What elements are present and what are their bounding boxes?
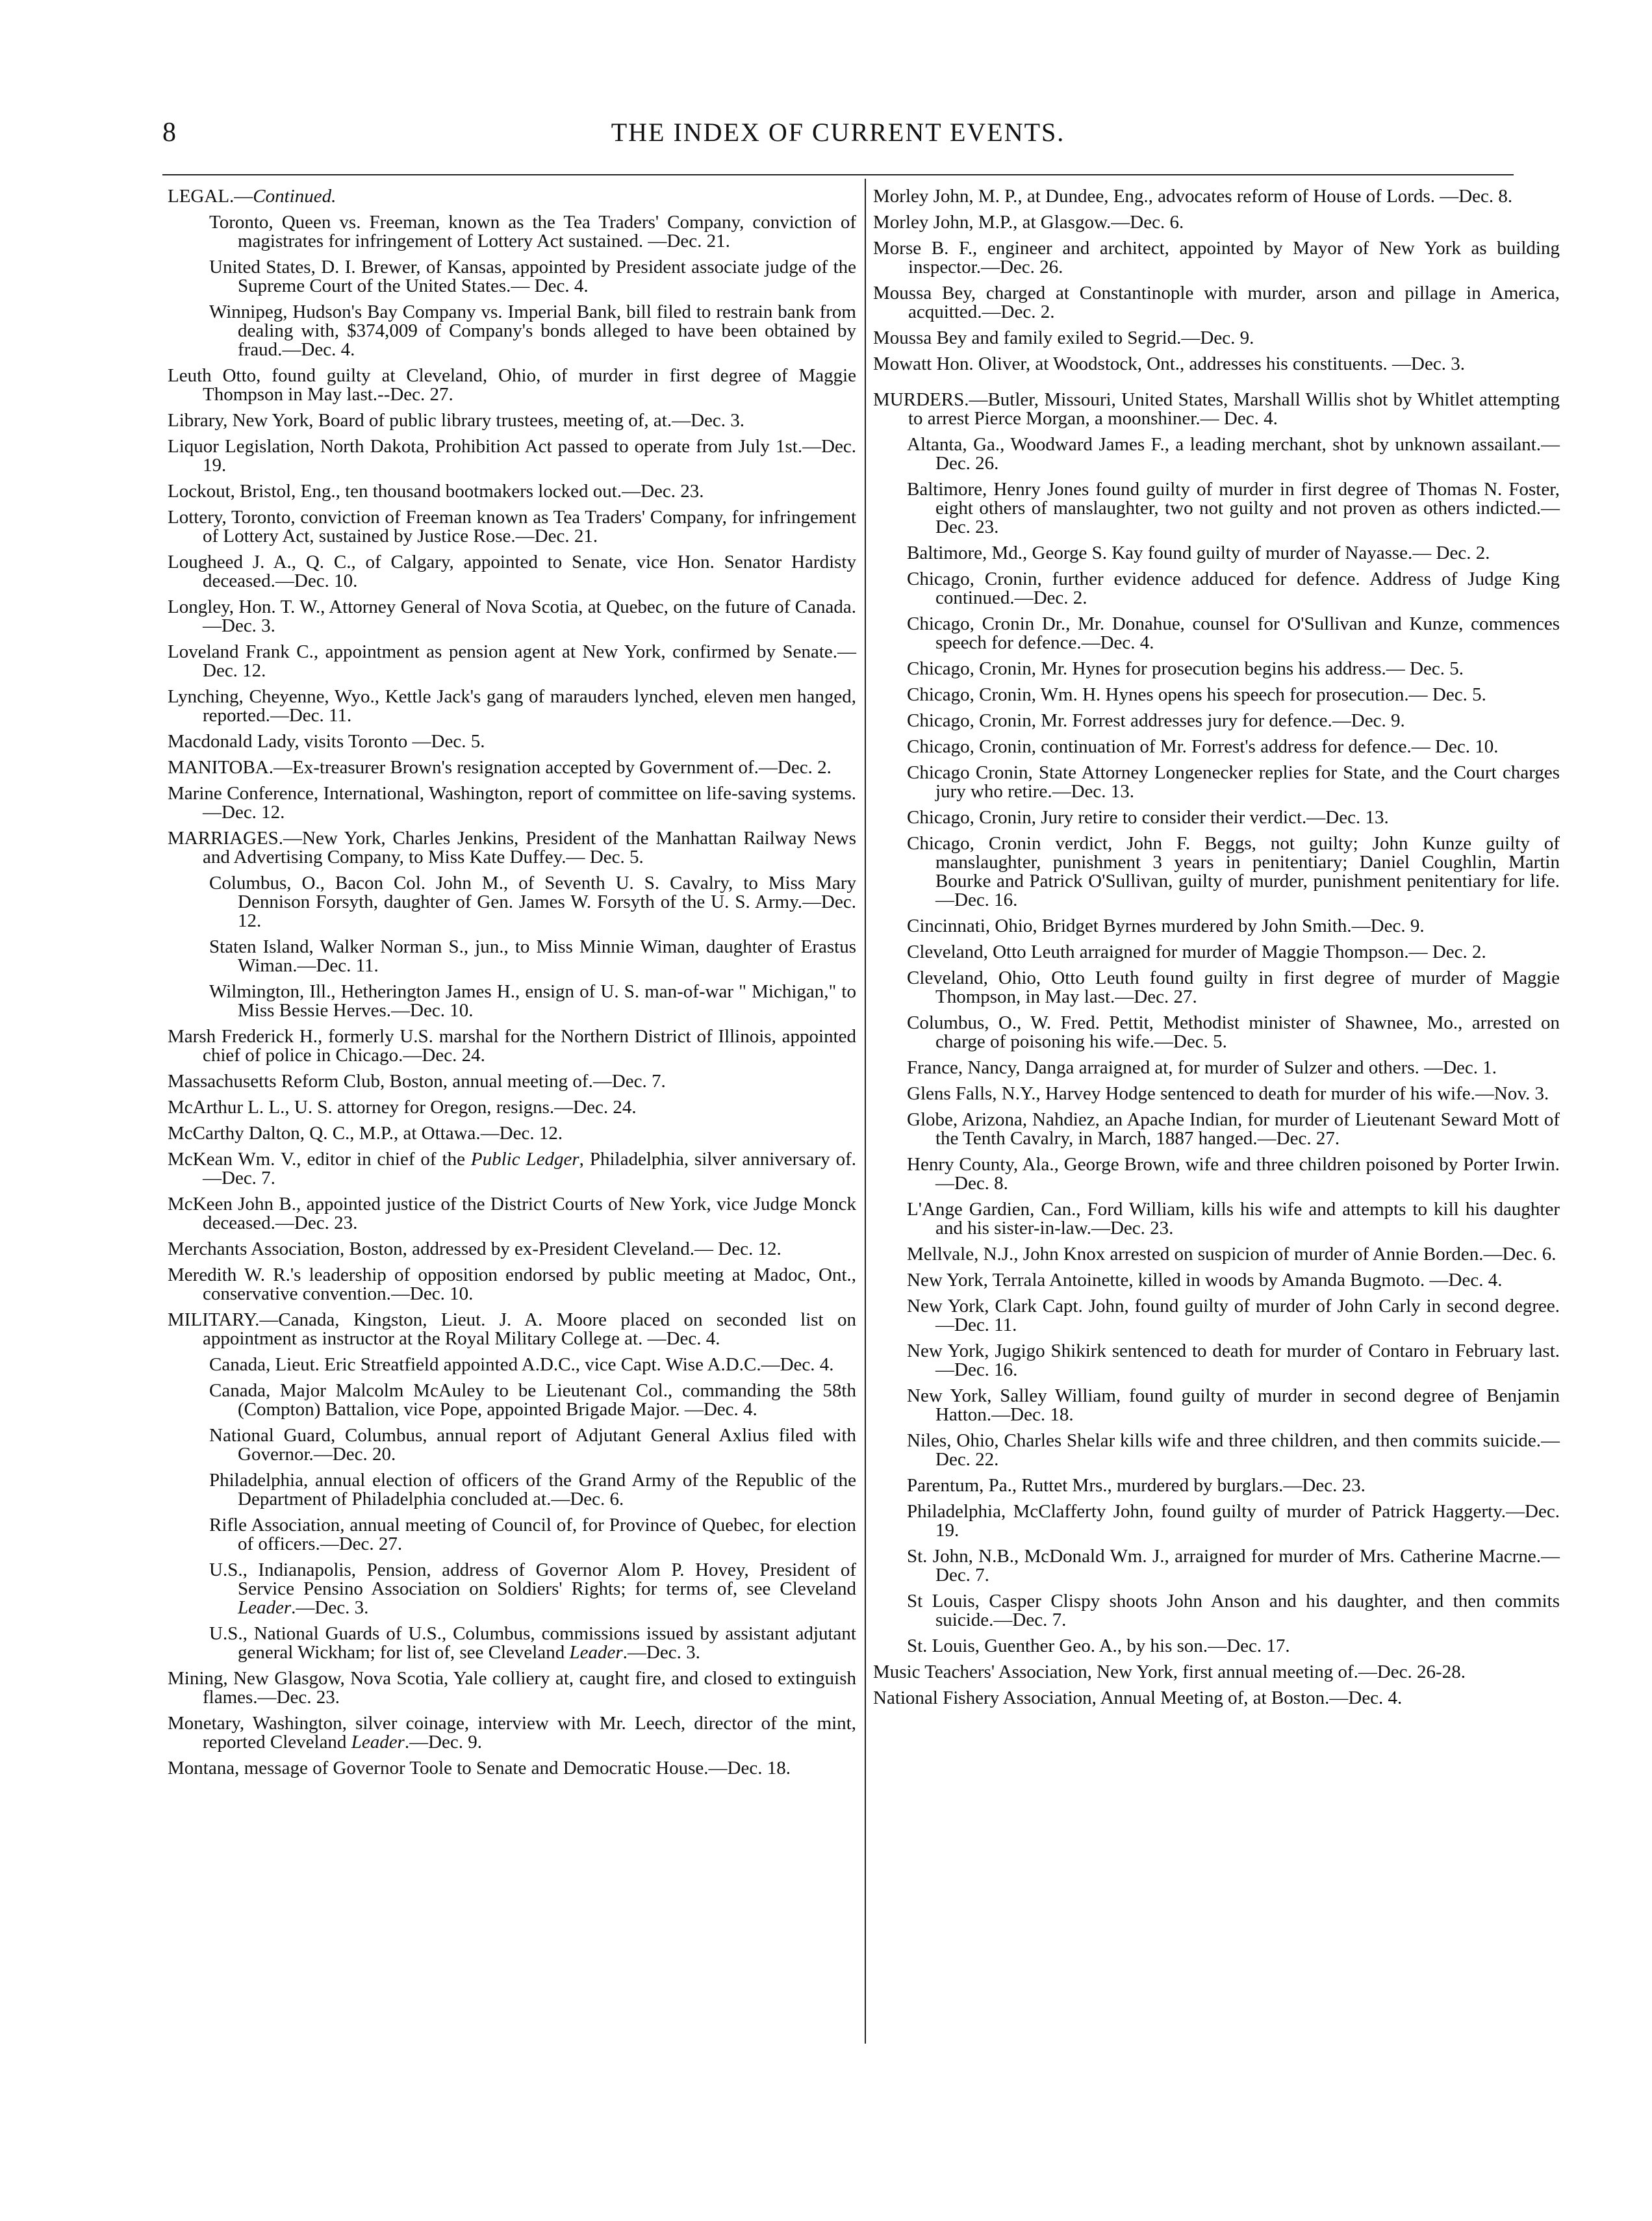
continued-label: Continued. (253, 186, 337, 207)
index-subentry: Philadelphia, annual election of officers of the Grand Army of the Republic of the Department of Philadelphia concluded at.—Dec. 6. (209, 1470, 856, 1509)
index-entry (168, 1714, 856, 1752)
index-subentry: Philadelphia, McClafferty John, found guilty of murder of Patrick Haggerty.—Dec. 19. (907, 1501, 1560, 1541)
index-entry: Moussa Bey and family exiled to Segrid.—Dec. 9. (873, 327, 1254, 348)
page-number: 8 (162, 118, 176, 148)
index-entry: Morley John, M. P., at Dundee, Eng., advocates reform of House of Lords. —Dec. 8. (873, 186, 1513, 207)
index-subentry: St Louis, Casper Clispy shoots John Anson and his daughter, and then commits suicide.—Dec. 7. (907, 1591, 1560, 1630)
index-entry: National Fishery Association, Annual Meeting of, at Boston.—Dec. 4. (873, 1688, 1403, 1708)
index-subentry: Cleveland, Otto Leuth arraigned for murder of Maggie Thompson.— Dec. 2. (907, 942, 1486, 962)
index-entry: McCarthy Dalton, Q. C., M.P., at Ottawa.—Dec. 12. (168, 1123, 563, 1144)
entry-text: U.S., National Guards of U.S., Columbus, commissions issued by assistant adjutant general Wickham; for list of, see Cleveland (209, 1623, 856, 1663)
index-entry: Music Teachers' Association, New York, first annual meeting of.—Dec. 26-28. (873, 1662, 1466, 1682)
index-entry: McArthur L. L., U. S. attorney for Oregon, resigns.—Dec. 24. (168, 1097, 637, 1118)
running-title: THE INDEX OF CURRENT EVENTS. (611, 118, 1065, 147)
index-subentry: United States, D. I. Brewer, of Kansas, appointed by President associate judge of the Supreme Court of the United States.— Dec. 4. (209, 257, 856, 296)
index-subentry: Mellvale, N.J., John Knox arrested on suspicion of murder of Annie Borden.—Dec. 6. (907, 1244, 1557, 1265)
index-subentry: National Guard, Columbus, annual report of Adjutant General Axlius filed with Governor.—Dec. 20. (209, 1425, 856, 1465)
entry-text: McKean Wm. V., editor in chief of the (168, 1149, 471, 1170)
index-subentry: St. Louis, Guenther Geo. A., by his son.—Dec. 17. (907, 1636, 1290, 1656)
index-subentry: Henry County, Ala., George Brown, wife and three children poisoned by Porter Irwin.—Dec. 8. (907, 1154, 1560, 1194)
index-subentry: Baltimore, Md., George S. Kay found guilty of murder of Nayasse.— Dec. 2. (907, 543, 1490, 563)
left-column (168, 187, 856, 1785)
index-subentry: Columbus, O., W. Fred. Pettit, Methodist minister of Shawnee, Mo., arrested on charge of poisoning his wife.—Dec. 5. (907, 1012, 1560, 1052)
publication-title: Leader (569, 1642, 623, 1663)
index-entry: Lottery, Toronto, conviction of Freeman known as Tea Traders' Company, for infringement of Lottery Act, sustained by Justice Rose.—Dec. 21. (168, 507, 856, 546)
index-subentry: Winnipeg, Hudson's Bay Company vs. Imperial Bank, bill filed to restrain bank from dealing with, $374,009 of Company's bonds alleged to have been obtained by fraud.—Dec. 4. (209, 302, 856, 360)
index-entry: Mining, New Glasgow, Nova Scotia, Yale colliery at, caught fire, and closed to extinguish flames.—Dec. 23. (168, 1668, 856, 1708)
page-header (162, 117, 1514, 156)
index-entry: Lockout, Bristol, Eng., ten thousand bootmakers locked out.—Dec. 23. (168, 481, 704, 502)
index-entry: Lougheed J. A., Q. C., of Calgary, appointed to Senate, vice Hon. Senator Hardisty deceased.—Dec. 10. (168, 552, 856, 591)
index-subentry: St. John, N.B., McDonald Wm. J., arraigned for murder of Mrs. Catherine Macrne.—Dec. 7. (907, 1546, 1560, 1586)
index-entry: Longley, Hon. T. W., Attorney General of Nova Scotia, at Quebec, on the future of Canada.—Dec. 3. (168, 597, 856, 636)
index-subentry: Toronto, Queen vs. Freeman, known as the Tea Traders' Company, conviction of magistrates for infringement of Lottery Act sustained. —Dec. 21. (209, 212, 856, 251)
index-entry: Macdonald Lady, visits Toronto —Dec. 5. (168, 731, 485, 752)
index-entry: Moussa Bey, charged at Constantinople with murder, arson and pillage in America, acquitted.—Dec. 2. (873, 283, 1560, 322)
heading-text: LEGAL.— (168, 186, 253, 207)
column-divider (865, 179, 866, 2044)
right-column (873, 187, 1560, 1715)
index-entry (168, 1150, 856, 1188)
index-subentry: Chicago, Cronin, further evidence adduced for defence. Address of Judge King continued.—Dec. 2. (907, 569, 1560, 608)
index-entry: Montana, message of Governor Toole to Senate and Democratic House.—Dec. 18. (168, 1758, 791, 1778)
index-heading-murders: MURDERS.—Butler, Missouri, United States, Marshall Willis shot by Whitlet attempting to arrest Pierce Morgan, a moonshiner.— Dec. 4. (873, 389, 1560, 429)
index-entry: Lynching, Cheyenne, Wyo., Kettle Jack's gang of marauders lynched, eleven men hanged, reported.—Dec. 11. (168, 686, 856, 726)
index-subentry: New York, Terrala Antoinette, killed in woods by Amanda Bugmoto. —Dec. 4. (907, 1270, 1503, 1290)
index-subentry: New York, Salley William, found guilty of murder in second degree of Benjamin Hatton.—Dec. 18. (907, 1385, 1560, 1425)
index-heading-legal (168, 187, 856, 206)
index-subentry (209, 1561, 856, 1617)
entry-text: , Philadelphia, silver anniversary of.—Dec. 7. (203, 1149, 856, 1188)
index-heading-military: MILITARY.—Canada, Kingston, Lieut. J. A. Moore placed on seconded list on appointment as instructor at the Royal Military College at. —Dec. 4. (168, 1309, 856, 1349)
index-subentry: Staten Island, Walker Norman S., jun., to Miss Minnie Wiman, daughter of Erastus Wiman.—Dec. 11. (209, 936, 856, 976)
publication-title: Leader (351, 1732, 405, 1752)
index-subentry: Chicago, Cronin, Mr. Forrest addresses jury for defence.—Dec. 9. (907, 710, 1405, 731)
index-subentry: Wilmington, Ill., Hetherington James H., ensign of U. S. man-of-war " Michigan," to Miss Bessie Herves.—Dec. 10. (209, 981, 856, 1021)
index-subentry: Parentum, Pa., Ruttet Mrs., murdered by burglars.—Dec. 23. (907, 1475, 1366, 1496)
index-entry: Mowatt Hon. Oliver, at Woodstock, Ont., addresses his constituents. —Dec. 3. (873, 353, 1465, 374)
index-subentry: Canada, Major Malcolm McAuley to be Lieutenant Col., commanding the 58th (Compton) Battalion, vice Pope, appointed Brigade Major. —Dec. 4. (209, 1380, 856, 1420)
publication-title: Leader (238, 1597, 292, 1618)
index-entry: Massachusetts Reform Club, Boston, annual meeting of.—Dec. 7. (168, 1071, 666, 1092)
index-subentry: France, Nancy, Danga arraigned at, for murder of Sulzer and others. —Dec. 1. (907, 1057, 1497, 1078)
index-subentry: Glens Falls, N.Y., Harvey Hodge sentenced to death for murder of his wife.—Nov. 3. (907, 1083, 1549, 1104)
index-subentry: Globe, Arizona, Nahdiez, an Apache Indian, for murder of Lieutenant Seward Mott of the Tenth Cavalry, in March, 1887 hanged.—Dec. 27. (907, 1109, 1560, 1149)
index-subentry: Cincinnati, Ohio, Bridget Byrnes murdered by John Smith.—Dec. 9. (907, 916, 1425, 936)
index-entry: Morse B. F., engineer and architect, appointed by Mayor of New York as building inspector.—Dec. 26. (873, 238, 1560, 277)
index-subentry: New York, Clark Capt. John, found guilty of murder of John Carly in second degree.—Dec. 11. (907, 1296, 1560, 1335)
index-entry: McKeen John B., appointed justice of the District Courts of New York, vice Judge Monck deceased.—Dec. 23. (168, 1194, 856, 1233)
entry-text: .—Dec. 3. (622, 1642, 700, 1663)
publication-title: Public Ledger (470, 1149, 579, 1170)
index-subentry: Chicago Cronin, State Attorney Longenecker replies for State, and the Court charges jury who retire.—Dec. 13. (907, 762, 1560, 802)
index-entry: Library, New York, Board of public library trustees, meeting of, at.—Dec. 3. (168, 410, 745, 431)
entry-text: Monetary, Washington, silver coinage, interview with Mr. Leech, director of the mint, reported Cleveland (168, 1713, 856, 1752)
index-entry: Marine Conference, International, Washington, report of committee on life-saving systems.—Dec. 12. (168, 783, 856, 823)
index-entry: Marsh Frederick H., formerly U.S. marshal for the Northern District of Illinois, appointed chief of police in Chicago.—Dec. 24. (168, 1026, 856, 1066)
index-entry: Morley John, M.P., at Glasgow.—Dec. 6. (873, 212, 1184, 233)
index-subentry: Chicago, Cronin, Jury retire to consider their verdict.—Dec. 13. (907, 807, 1389, 828)
index-subentry (209, 1624, 856, 1662)
index-heading-marriages: MARRIAGES.—New York, Charles Jenkins, President of the Manhattan Railway News and Advertising Company, to Miss Kate Duffey.— Dec. 5. (168, 828, 856, 867)
index-entry: Leuth Otto, found guilty at Cleveland, Ohio, of murder in first degree of Maggie Thompson in May last.--Dec. 27. (168, 365, 856, 405)
index-subentry: Cleveland, Ohio, Otto Leuth found guilty in first degree of murder of Maggie Thompson, in May last.—Dec. 27. (907, 968, 1560, 1007)
index-entry: Liquor Legislation, North Dakota, Prohibition Act passed to operate from July 1st.—Dec. 19. (168, 436, 856, 476)
index-subentry: Chicago, Cronin, Wm. H. Hynes opens his speech for prosecution.— Dec. 5. (907, 684, 1486, 705)
index-subentry: Altanta, Ga., Woodward James F., a leading merchant, shot by unknown assailant.—Dec. 26. (907, 434, 1560, 474)
index-entry: Meredith W. R.'s leadership of opposition endorsed by public meeting at Madoc, Ont., conservative convention.—Dec. 10. (168, 1265, 856, 1304)
header-rule (162, 174, 1514, 175)
index-subentry: Canada, Lieut. Eric Streatfield appointed A.D.C., vice Capt. Wise A.D.C.—Dec. 4. (209, 1354, 834, 1375)
index-entry: MANITOBA.—Ex-treasurer Brown's resignation accepted by Government of.—Dec. 2. (168, 757, 832, 778)
index-subentry: Columbus, O., Bacon Col. John M., of Seventh U. S. Cavalry, to Miss Mary Dennison Forsyth, daughter of Gen. James W. Forsyth of the U. S. Army.—Dec. 12. (209, 873, 856, 931)
index-subentry: New York, Jugigo Shikirk sentenced to death for murder of Contaro in February last.—Dec. 16. (907, 1341, 1560, 1380)
entry-text: .—Dec. 3. (291, 1597, 369, 1618)
index-entry: Loveland Frank C., appointment as pension agent at New York, confirmed by Senate.—Dec. 12. (168, 641, 856, 681)
index-subentry: L'Ange Gardien, Can., Ford William, kills his wife and attempts to kill his daughter and his sister-in-law.—Dec. 23. (907, 1199, 1560, 1239)
index-subentry: Rifle Association, annual meeting of Council of, for Province of Quebec, for election of officers.—Dec. 27. (209, 1515, 856, 1554)
index-subentry: Chicago, Cronin verdict, John F. Beggs, not guilty; John Kunze guilty of manslaughter, punishment 3 years in penitentiary; Daniel Coughlin, Martin Bourke and Patrick O'Sullivan, guilty of murder, punishment penitentiary for life.—Dec. 16. (907, 833, 1560, 910)
index-subentry: Baltimore, Henry Jones found guilty of murder in first degree of Thomas N. Foster, eight others of manslaughter, two not guilty and not proven as others indicted.—Dec. 23. (907, 479, 1560, 537)
index-subentry: Chicago, Cronin, continuation of Mr. Forrest's address for defence.— Dec. 10. (907, 736, 1499, 757)
index-entry: Merchants Association, Boston, addressed by ex-President Cleveland.— Dec. 12. (168, 1239, 782, 1259)
index-subentry: Chicago, Cronin Dr., Mr. Donahue, counsel for O'Sullivan and Kunze, commences speech for defence.—Dec. 4. (907, 613, 1560, 653)
entry-text: U.S., Indianapolis, Pension, address of Governor Alom P. Hovey, President of Service Pensino Association on Soldiers' Rights; for terms of, see Cleveland (209, 1560, 856, 1599)
index-subentry: Chicago, Cronin, Mr. Hynes for prosecution begins his address.— Dec. 5. (907, 658, 1464, 679)
index-subentry: Niles, Ohio, Charles Shelar kills wife and three children, and then commits suicide.—Dec. 22. (907, 1430, 1560, 1470)
entry-text: .—Dec. 9. (404, 1732, 483, 1752)
